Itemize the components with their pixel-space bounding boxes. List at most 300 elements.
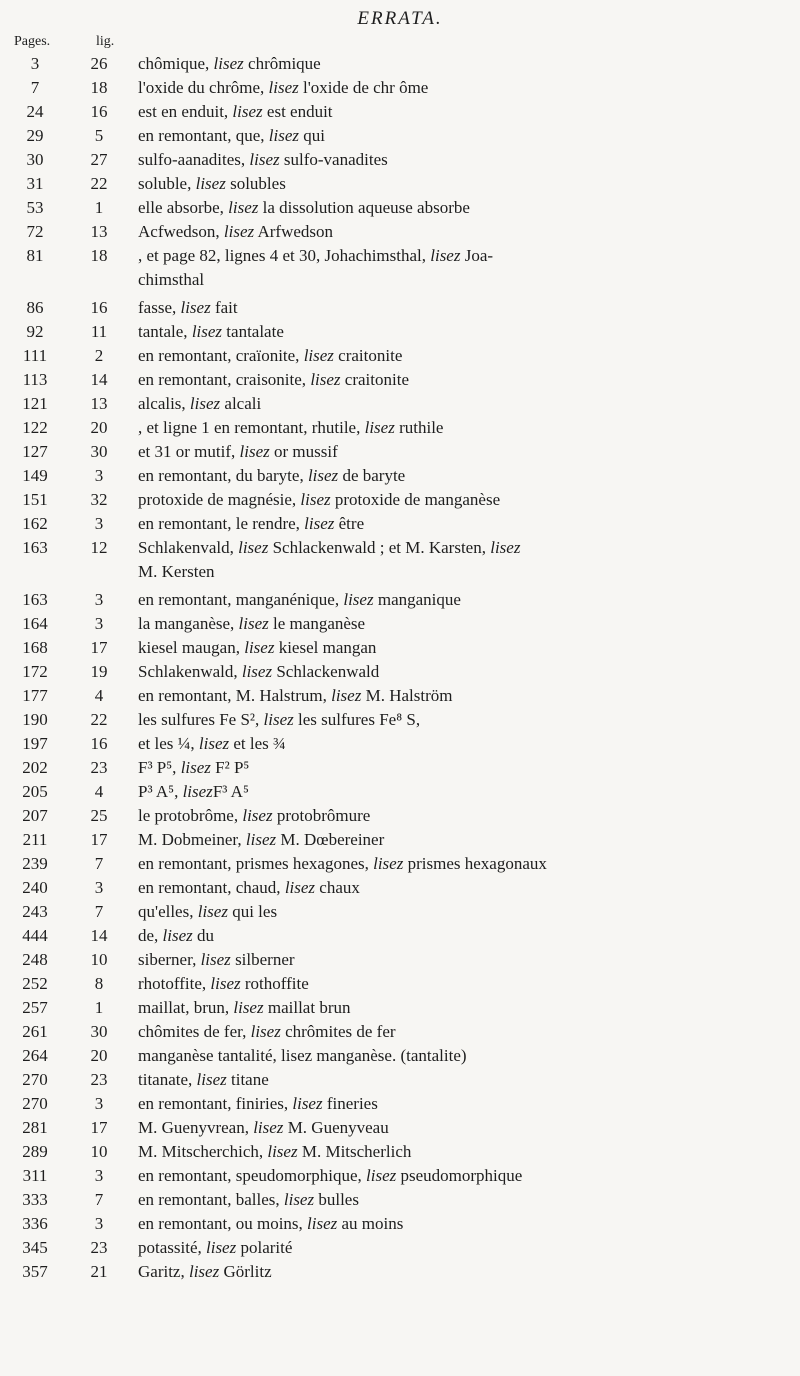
corrected-text: M. Guenyveau [283,1118,389,1137]
page-number: 127 [22,442,48,461]
corrected-text: silberner [230,950,295,969]
corrected-text: M. Halström [361,686,453,705]
page-title: ERRATA. [357,8,443,29]
line-number: 16 [90,102,108,121]
lisez-word: lisez [267,1142,298,1161]
erroneous-text: en remontant, que, [138,126,269,145]
lisez-word: lisez [300,490,331,509]
page-number: 86 [26,298,44,317]
errata-row [0,876,800,900]
corrected-text: pseudomorphique [396,1166,523,1185]
corrected-text: la dissolution aqueuse absorbe [258,198,470,217]
errata-row [0,1116,800,1140]
erroneous-text: alcalis, [138,394,190,413]
page-number: 207 [22,806,48,825]
errata-row [0,296,800,320]
correction-text [124,1236,800,1260]
line-number: 16 [90,298,108,317]
corrected-text: solubles [225,174,286,193]
page-number: 357 [22,1262,48,1281]
page-number: 281 [22,1118,48,1137]
erroneous-text: en remontant, craisonite, [138,370,311,389]
pages-column-header: Pages. [14,34,51,49]
errata-row [0,220,800,244]
corrected-text: craitonite [333,346,403,365]
lisez-word: lisez [307,1214,338,1233]
errata-row [0,852,800,876]
correction-text [124,660,800,684]
page-number: 122 [22,418,48,437]
lisez-word: lisez [331,686,362,705]
corrected-text: le manganèse [268,614,366,633]
page-number: 31 [26,174,44,193]
correction-text [124,172,800,196]
correction-text [124,244,800,292]
lisez-word: lisez [197,902,228,921]
line-number: 19 [90,662,108,681]
page-number: 205 [22,782,48,801]
line-number: 30 [90,442,108,461]
correction-text [124,756,800,780]
lisez-word: lisez [195,174,226,193]
errata-row [0,172,800,196]
correction-text [124,536,800,584]
erroneous-text: en remontant, manganénique, [138,590,344,609]
lisez-word: lisez [292,1094,323,1113]
line-number: 14 [90,370,108,389]
page-number: 3 [30,54,40,73]
line-number: 3 [94,514,104,533]
corrected-text: Görlitz [219,1262,272,1281]
errata-row [0,732,800,756]
corrected-text: ruthile [394,418,444,437]
page-number: 240 [22,878,48,897]
correction-text [124,440,800,464]
line-number: 2 [94,346,104,365]
page-number: 211 [22,830,48,849]
corrected-text: tantalate [222,322,284,341]
errata-row [0,756,800,780]
errata-row [0,1020,800,1044]
erroneous-text: kiesel maugan, [138,638,245,657]
erroneous-text: fasse, [138,298,181,317]
correction-text [124,320,800,344]
correction-text [124,512,800,536]
erroneous-text: en remontant, finiries, [138,1094,293,1113]
line-number: 25 [90,806,108,825]
line-number: 11 [90,322,108,341]
line-number: 18 [90,246,108,265]
correction-text [124,416,800,440]
errata-list [0,52,800,1284]
line-number: 30 [90,1022,108,1041]
correction-text [124,1140,800,1164]
page-number: 121 [22,394,48,413]
line-number: 23 [90,1238,108,1257]
lisez-word: lisez [310,370,341,389]
lisez-word: lisez [239,442,270,461]
errata-row [0,392,800,416]
errata-row [0,76,800,100]
corrected-text: bulles [314,1190,359,1209]
corrected-text: qui les [227,902,278,921]
errata-row [0,924,800,948]
page-number: 72 [26,222,44,241]
lisez-word: lisez [283,1190,315,1209]
lisez-word: lisez [307,466,339,485]
erroneous-text: en remontant, du baryte, [138,466,308,485]
correction-text [124,296,800,320]
page-number: 164 [22,614,48,633]
lisez-word: lisez [180,758,211,777]
errata-row [0,804,800,828]
page-number: 345 [22,1238,48,1257]
erroneous-text: en remontant, M. Halstrum, [138,686,332,705]
lisez-word: lisez [284,878,316,897]
line-number: 3 [94,1166,104,1185]
correction-text [124,1260,800,1284]
page-number: 248 [22,950,48,969]
lisez-word: lisez [244,638,275,657]
correction-text [124,948,800,972]
line-number: 16 [90,734,108,753]
lisez-word: lisez [162,926,193,945]
errata-row [0,1236,800,1260]
erroneous-text: M. Dobmeiner, [138,830,246,849]
correction-text [124,1116,800,1140]
line-number: 3 [94,1214,104,1233]
errata-row [0,52,800,76]
line-number: 23 [90,1070,108,1089]
page-number: 151 [22,490,48,509]
corrected-text: protoxide de manganèse [330,490,501,509]
errata-row [0,512,800,536]
lisez-word: lisez [490,538,521,557]
corrected-text: au moins [337,1214,404,1233]
lisez-word: lisez [210,974,241,993]
corrected-text: prismes hexagonaux [403,854,547,873]
continuation-text: chimsthal [138,270,205,289]
errata-row [0,972,800,996]
errata-row [0,828,800,852]
corrected-text: sulfo-vanadites [279,150,388,169]
corrected-text: de baryte [338,466,406,485]
correction-text [124,876,800,900]
erroneous-text: le protobrôme, [138,806,243,825]
corrected-text: or mussif [269,442,338,461]
line-number: 3 [94,614,104,633]
page-number: 162 [22,514,48,533]
line-number: 3 [94,590,104,609]
errata-row [0,660,800,684]
page-number: 197 [22,734,48,753]
line-number: 32 [90,490,108,509]
erroneous-text: tantale, [138,322,192,341]
corrected-text: polarité [236,1238,293,1257]
correction-text [124,1092,800,1116]
line-number: 18 [90,78,108,97]
page-number: 257 [22,998,48,1017]
correction-text [124,392,800,416]
page-number: 311 [22,1166,48,1185]
correction-text [124,636,800,660]
line-number: 27 [90,150,108,169]
errata-row [0,416,800,440]
errata-row [0,708,800,732]
page-number: 190 [22,710,48,729]
errata-row [0,1044,800,1068]
erroneous-text: chômique, [138,54,214,73]
line-number: 17 [90,638,108,657]
corrected-text: craitonite [340,370,409,389]
corrected-text: les sulfures Fe⁸ S, [293,710,421,729]
page-number: 243 [22,902,48,921]
correction-text [124,196,800,220]
corrected-text: du [192,926,215,945]
page-number: 163 [22,590,48,609]
errata-row [0,100,800,124]
corrected-text: M. Mitscherlich [297,1142,412,1161]
corrected-text: fineries [322,1094,378,1113]
correction-text [124,124,800,148]
corrected-text: F³ A⁵ [212,782,249,801]
correction-text [124,780,800,804]
correction-text [124,972,800,996]
erroneous-text: chômites de fer, [138,1022,251,1041]
errata-row [0,1068,800,1092]
corrected-text: maillat brun [263,998,351,1017]
erroneous-text: protoxide de magnésie, [138,490,301,509]
lisez-word: lisez [303,346,334,365]
errata-row [0,996,800,1020]
page-number: 30 [26,150,44,169]
page-number: 168 [22,638,48,657]
corrected-text: chrômites de fer [280,1022,396,1041]
erroneous-text: M. Mitscherchich, [138,1142,268,1161]
page-number: 177 [22,686,48,705]
lisez-word: lisez [189,394,221,413]
line-number: 20 [90,418,108,437]
erroneous-text: les sulfures Fe S², [138,710,264,729]
erroneous-text: la manganèse, [138,614,239,633]
correction-text [124,732,800,756]
corrected-text: fait [210,298,238,317]
lisez-word: lisez [430,246,461,265]
lisez-word: lisez [268,78,299,97]
corrected-text: rothoffite [240,974,309,993]
line-number: 17 [90,830,108,849]
corrected-text: Arfwedson [254,222,334,241]
corrected-text: chaux [315,878,360,897]
line-number: 7 [94,854,104,873]
errata-row [0,612,800,636]
continuation-text: M. Kersten [138,562,215,581]
errata-row [0,948,800,972]
line-number: 7 [94,902,104,921]
erroneous-text: est en enduit, [138,102,233,121]
line-number: 14 [90,926,108,945]
correction-text [124,1068,800,1092]
lisez-word: lisez [250,1022,281,1041]
page-number: 163 [22,538,48,557]
correction-text [124,148,800,172]
erroneous-text: titanate, [138,1070,197,1089]
erroneous-text: potassité, [138,1238,206,1257]
line-number: 4 [94,782,104,801]
errata-row [0,344,800,368]
corrected-text: est enduit [262,102,333,121]
corrected-text: titane [226,1070,269,1089]
page-number: 111 [22,346,48,365]
lisez-word: lisez [241,662,273,681]
line-number: 3 [94,1094,104,1113]
line-number: 3 [94,878,104,897]
page-number: 261 [22,1022,48,1041]
corrected-text: protobrômure [272,806,371,825]
erroneous-text: en remontant, chaud, [138,878,285,897]
page-number: 336 [22,1214,48,1233]
corrected-text: manganique [373,590,461,609]
line-number: 1 [94,998,104,1017]
line-number: 20 [90,1046,108,1065]
lisez-word: lisez [206,1238,237,1257]
lines-column-header: lig. [96,34,115,49]
erroneous-text: en remontant, craïonite, [138,346,304,365]
lisez-word: lisez [366,1166,397,1185]
errata-row [0,588,800,612]
correction-text [124,220,800,244]
lisez-word: lisez [228,198,259,217]
erroneous-text: Acfwedson, [138,222,224,241]
page-number: 333 [22,1190,48,1209]
line-number: 5 [94,126,104,145]
errata-row [0,244,800,292]
correction-text [124,52,800,76]
erroneous-text: l'oxide du chrôme, [138,78,269,97]
lisez-word: lisez [233,998,264,1017]
erroneous-text: en remontant, ou moins, [138,1214,308,1233]
erroneous-text: Schlakenvald, [138,538,239,557]
lisez-word: lisez [304,514,335,533]
errata-row [0,124,800,148]
line-number: 13 [90,394,108,413]
errata-row [0,536,800,584]
line-number: 22 [90,174,108,193]
correction-text [124,612,800,636]
correction-text [124,1164,800,1188]
erroneous-text: sulfo-aanadites, [138,150,250,169]
erroneous-text: rhotoffite, [138,974,211,993]
correction-text [124,488,800,512]
erroneous-text: de, [138,926,163,945]
errata-row [0,780,800,804]
page-number: 24 [26,102,44,121]
line-number: 26 [90,54,108,73]
lisez-word: lisez [213,54,244,73]
page-number: 270 [22,1070,48,1089]
erroneous-text: M. Guenyvrean, [138,1118,254,1137]
correction-text [124,76,800,100]
lisez-word: lisez [263,710,294,729]
correction-text [124,1044,800,1068]
correction-text [124,464,800,488]
line-number: 8 [94,974,104,993]
erroneous-text: Garitz, [138,1262,189,1281]
errata-row [0,1164,800,1188]
erroneous-text: siberner, [138,950,201,969]
erroneous-text: en remontant, speudomorphique, [138,1166,367,1185]
page-number: 7 [30,78,40,97]
corrected-text: F² P⁵ [210,758,250,777]
correction-text [124,924,800,948]
errata-row [0,464,800,488]
lisez-word: lisez [196,1070,227,1089]
lisez-word: lisez [238,538,269,557]
erroneous-text: , et page 82, lignes 4 et 30, Johachimsthal, [138,246,431,265]
correction-text [124,852,800,876]
line-number: 21 [90,1262,108,1281]
errata-row [0,1260,800,1284]
page-number: 444 [22,926,48,945]
page-number: 172 [22,662,48,681]
page-number: 264 [22,1046,48,1065]
errata-row [0,1092,800,1116]
page-number: 252 [22,974,48,993]
erroneous-text: qu'elles, [138,902,198,921]
errata-row [0,1140,800,1164]
lisez-word: lisez [249,150,280,169]
lisez-word: lisez [253,1118,284,1137]
errata-row [0,148,800,172]
line-number: 1 [94,198,104,217]
correction-text [124,1020,800,1044]
corrected-text: chrômique [243,54,321,73]
correction-text [124,804,800,828]
corrected-text: alcali [220,394,262,413]
corrected-text: Schlackenwald [272,662,380,681]
errata-row [0,488,800,512]
correction-text [124,996,800,1020]
line-number: 17 [90,1118,108,1137]
lisez-word: lisez [373,854,404,873]
correction-text [124,100,800,124]
lisez-word: lisez [223,222,255,241]
page-number: 53 [26,198,44,217]
errata-row [0,196,800,220]
line-number: 4 [94,686,104,705]
erroneous-text: en remontant, le rendre, [138,514,305,533]
corrected-text: qui [299,126,325,145]
correction-text [124,900,800,924]
line-number: 7 [94,1190,104,1209]
page-number: 113 [22,370,48,389]
lisez-word: lisez [182,782,213,801]
errata-row [0,320,800,344]
correction-text [124,588,800,612]
errata-row [0,900,800,924]
erroneous-text: maillat, brun, [138,998,234,1017]
erroneous-text: F³ P⁵, [138,758,181,777]
line-number: 22 [90,710,108,729]
lisez-word: lisez [242,806,273,825]
errata-row [0,636,800,660]
lisez-word: lisez [268,126,299,145]
erroneous-text: et 31 or mutif, [138,442,240,461]
correction-text [124,684,800,708]
lisez-word: lisez [191,322,223,341]
page-number: 270 [22,1094,48,1113]
page-number: 149 [22,466,48,485]
